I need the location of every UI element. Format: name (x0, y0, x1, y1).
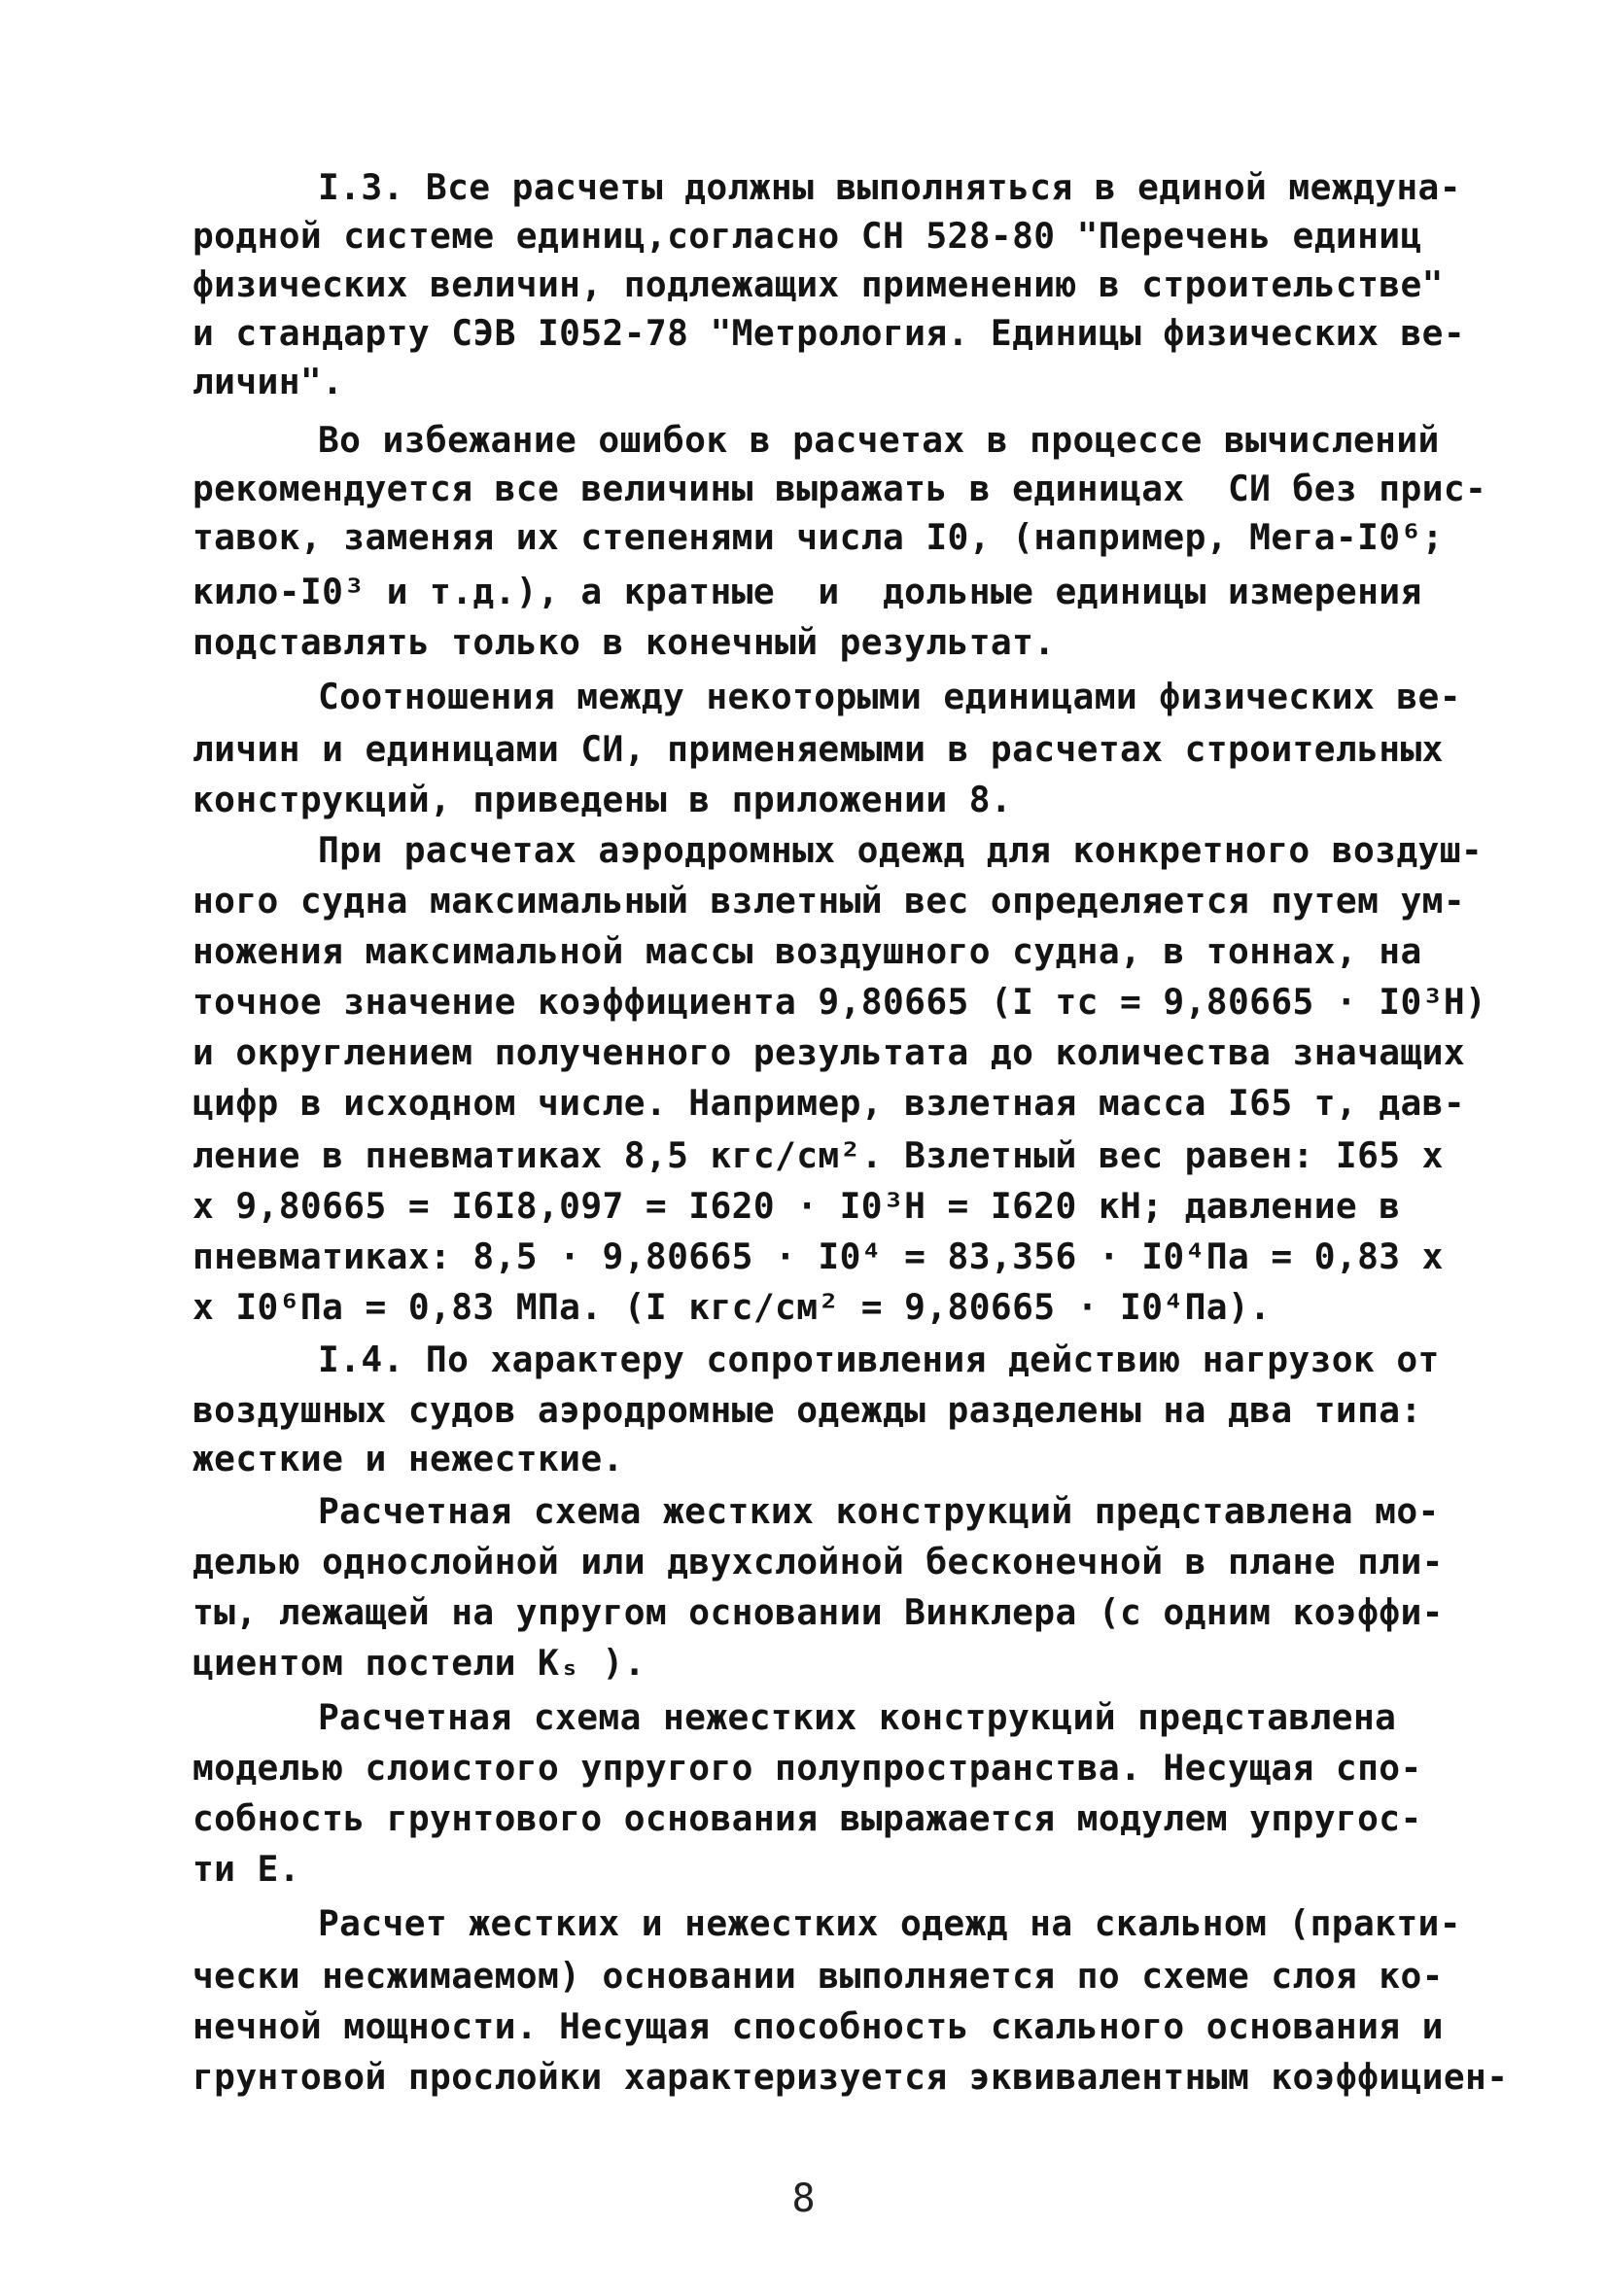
text-line: циентом постели Kₛ ). (192, 1642, 646, 1684)
text-line: нечной мощности. Несущая способность скального основания и (192, 2005, 1444, 2047)
text-line: х 9,80665 = I6I8,097 = I620 · I0³Н = I620 кН; давление в (192, 1185, 1401, 1227)
text-line: моделью слоистого упругого полупространства. Несущая спо- (192, 1747, 1422, 1789)
text-line: тавок, заменяя их степенями числа I0, (например, Мега-I0⁶; (192, 516, 1444, 558)
text-line: личин". (192, 361, 344, 402)
text-line: Соотношения между некоторыми единицами физических ве- (318, 676, 1461, 717)
text-line: точное значение коэффициента 9,80665 (I тс = 9,80665 · I0³Н) (192, 981, 1487, 1023)
text-line: I.4. По характеру сопротивления действию нагрузок от (318, 1339, 1440, 1380)
text-line: ты, лежащей на упругом основании Винклера (с одним коэффи- (192, 1591, 1444, 1633)
text-line: подставлять только в конечный результат. (192, 621, 1056, 663)
text-line: пневматиках: 8,5 · 9,80665 · I0⁴ = 83,356 · I0⁴Па = 0,83 х (192, 1235, 1444, 1277)
text-line: физических величин, подлежащих применению в строительстве" (192, 263, 1444, 305)
text-line: родной системе единиц,согласно СН 528-80 "Перечень единиц (192, 215, 1422, 257)
text-line: Расчетная схема нежестких конструкций представлена (318, 1696, 1397, 1738)
text-line: и стандарту СЭВ I052-78 "Метрология. Единицы физических ве- (192, 312, 1466, 354)
page-number: 8 (791, 2176, 816, 2221)
text-line: ного судна максимальный взлетный вес определяется путем ум- (192, 880, 1466, 922)
text-line: Во избежание ошибок в расчетах в процессе вычислений (318, 419, 1440, 461)
text-line: I.3. Все расчеты должны выполняться в единой междуна- (318, 166, 1461, 208)
text-line: цифр в исходном числе. Например, взлетная масса I65 т, дав- (192, 1082, 1466, 1124)
text-line: воздушных судов аэродромные одежды разделены на два типа: (192, 1389, 1422, 1431)
text-line: ти Е. (192, 1848, 300, 1890)
text-line: делью однослойной или двухслойной бесконечной в плане пли- (192, 1541, 1444, 1583)
text-line: Расчет жестких и нежестких одежд на скальном (практи- (318, 1902, 1461, 1944)
text-line: жесткие и нежесткие. (192, 1438, 624, 1479)
text-line: Расчетная схема жестких конструкций представлена мо- (318, 1490, 1440, 1532)
text-line: и округлением полученного результата до количества значащих (192, 1031, 1466, 1073)
text-line: ление в пневматиках 8,5 кгс/см². Взлетный вес равен: I65 х (192, 1134, 1444, 1176)
text-line: собность грунтового основания выражается модулем упругос- (192, 1797, 1422, 1839)
text-line: личин и единицами СИ, применяемыми в расчетах строительных (192, 728, 1444, 770)
text-line: грунтовой прослойки характеризуется эквивалентным коэффициен- (192, 2056, 1509, 2098)
text-line: чески несжимаемом) основании выполняется по схеме слоя ко- (192, 1955, 1444, 1997)
text-line: х I0⁶Па = 0,83 МПа. (I кгс/см² = 9,80665 · I0⁴Па). (192, 1286, 1272, 1328)
text-line: кило-I0³ и т.д.), а кратные и дольные единицы измерения (192, 571, 1422, 612)
text-line: конструкций, приведены в приложении 8. (192, 779, 1013, 820)
text-line: рекомендуется все величины выражать в единицах СИ без прис- (192, 468, 1487, 509)
text-line: При расчетах аэродромных одежд для конкретного воздуш- (318, 829, 1484, 871)
text-line: ножения максимальной массы воздушного судна, в тоннах, на (192, 930, 1422, 972)
